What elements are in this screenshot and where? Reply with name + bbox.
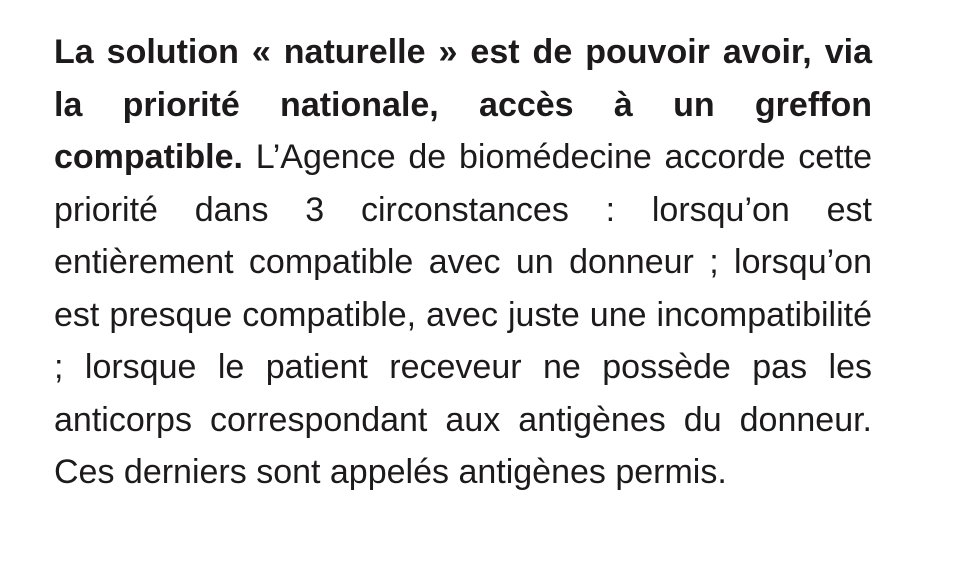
lead-sentence: La solution « naturelle » est de pouvoir avoir, via la priorité nationale, accès à un greffon compatible.: [54, 33, 872, 176]
body-text: L’Agence de biomédecine accorde cette priorité dans 3 circonstances : lorsqu’on est entièrement compatible avec un donneur ; lorsqu’on est presque compatible, avec juste une incompatibilité ; lorsque le patient receveur ne possède pas les anticorps correspondant aux antigènes du donneur. Ces derniers sont appelés antigènes permis.: [54, 138, 872, 491]
body-paragraph: [54, 26, 872, 499]
document-page: [54, 26, 872, 499]
